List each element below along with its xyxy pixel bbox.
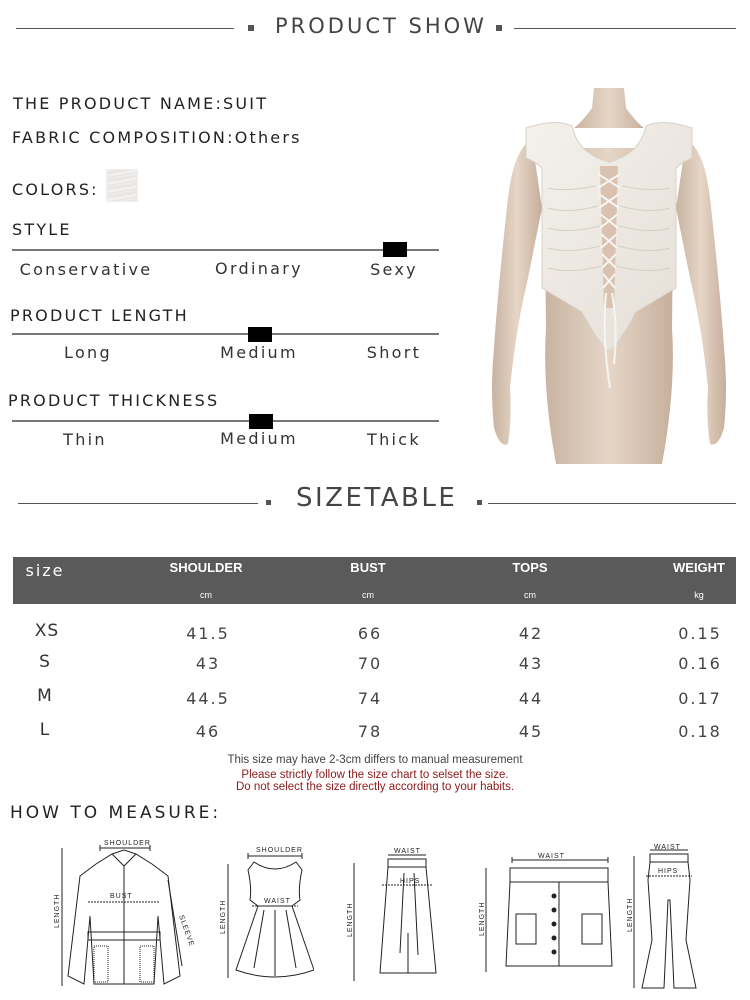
- tops-cell: 44: [518, 689, 544, 708]
- fabric-composition: [12, 128, 302, 147]
- thickness-scale: [12, 420, 439, 422]
- length-label: PRODUCT LENGTH: [10, 306, 189, 325]
- col-header-bust: BUST: [350, 560, 386, 575]
- colors-label: COLORS:: [12, 180, 99, 199]
- how-to-measure-title: HOW TO MEASURE:: [10, 803, 222, 823]
- col-header-shoulder: SHOULDER: [169, 560, 243, 575]
- shoulder-cell: 46: [195, 722, 221, 741]
- thickness-marker: [249, 414, 273, 429]
- size-cell: M: [37, 686, 53, 706]
- bust-cell: 70: [357, 654, 383, 673]
- hips-label: HIPS: [658, 868, 679, 875]
- color-swatch-white[interactable]: [106, 169, 138, 202]
- divider-dot: [266, 500, 271, 505]
- measure-diagram-pants: [624, 840, 724, 992]
- thickness-option-thin: Thin: [63, 430, 107, 449]
- weight-cell: 0.16: [678, 654, 722, 673]
- size-cell: L: [39, 720, 51, 740]
- waist-label: WAIST: [538, 853, 565, 860]
- divider-dot: [496, 25, 502, 31]
- measure-diagram-dress: [214, 840, 314, 986]
- col-header-tops: TOPS: [512, 560, 548, 575]
- style-scale: [12, 249, 439, 251]
- length-option-long: Long: [64, 343, 112, 362]
- weight-cell: 0.17: [678, 689, 722, 708]
- product-image: [486, 88, 732, 464]
- divider-dot: [477, 500, 482, 505]
- sleeve-label: SLEEVE: [177, 914, 196, 948]
- length-scale: [12, 333, 439, 335]
- length-label: LENGTH: [347, 902, 354, 937]
- size-note: This size may have 2-3cm differs to manual measurement: [227, 754, 523, 766]
- length-marker: [248, 327, 272, 342]
- fabric-label: FABRIC COMPOSITION:: [12, 128, 235, 147]
- tops-cell: 42: [518, 624, 544, 643]
- shoulder-cell: 43: [195, 654, 221, 673]
- shoulder-cell: 41.5: [186, 624, 230, 643]
- length-option-medium: Medium: [220, 343, 298, 362]
- col-unit-weight: kg: [694, 590, 704, 600]
- size-cell: S: [39, 652, 51, 672]
- measure-diagram-shorts: [476, 848, 616, 978]
- col-unit-tops: cm: [524, 590, 536, 600]
- size-warning: Do not select the size directly according to your habits.: [235, 781, 515, 793]
- bust-cell: 74: [357, 689, 383, 708]
- bust-label: BUST: [110, 893, 133, 900]
- style-marker: [383, 242, 407, 257]
- divider: [16, 28, 234, 29]
- col-unit-bust: cm: [362, 590, 374, 600]
- length-label: LENGTH: [479, 901, 486, 936]
- thickness-option-thick: Thick: [367, 430, 421, 449]
- shoulder-cell: 44.5: [186, 689, 230, 708]
- weight-cell: 0.18: [678, 722, 722, 741]
- col-header-size: size: [25, 561, 65, 580]
- length-option-short: Short: [366, 343, 422, 362]
- style-label: STYLE: [12, 220, 72, 239]
- hips-label: HIPS: [400, 878, 421, 885]
- divider: [18, 503, 258, 504]
- tops-cell: 45: [518, 722, 544, 741]
- bust-cell: 78: [357, 722, 383, 741]
- length-label: LENGTH: [54, 893, 61, 928]
- length-label: LENGTH: [220, 899, 227, 934]
- fabric-value: Others: [234, 128, 302, 147]
- thickness-label: PRODUCT THICKNESS: [8, 391, 220, 410]
- divider: [488, 503, 736, 504]
- thickness-option-medium: Medium: [220, 429, 298, 448]
- style-option-ordinary: Ordinary: [215, 259, 303, 278]
- waist-label: WAIST: [394, 848, 421, 855]
- tops-cell: 43: [518, 654, 544, 673]
- divider: [514, 28, 736, 29]
- length-label: LENGTH: [627, 897, 634, 932]
- style-option-sexy: Sexy: [370, 260, 418, 279]
- divider-dot: [248, 25, 254, 31]
- col-header-weight: WEIGHT: [673, 560, 725, 575]
- col-unit-shoulder: cm: [200, 590, 212, 600]
- section-title: PRODUCT SHOW: [275, 14, 487, 38]
- style-option-conservative: Conservative: [19, 260, 153, 279]
- shoulder-label: SHOULDER: [256, 847, 303, 854]
- product-name: THE PRODUCT NAME:SUIT: [13, 94, 269, 113]
- measure-diagram-skirt: [344, 843, 440, 986]
- shoulder-label: SHOULDER: [104, 840, 151, 847]
- waist-label: WAIST: [264, 898, 291, 905]
- bust-cell: 66: [357, 624, 383, 643]
- size-cell: XS: [34, 621, 60, 641]
- measure-diagram-jacket: [48, 836, 200, 988]
- section-title: SIZETABLE: [296, 483, 458, 513]
- size-warning: Please strictly follow the size chart to selset the size.: [241, 769, 509, 781]
- waist-label: WAIST: [654, 844, 681, 851]
- weight-cell: 0.15: [678, 624, 722, 643]
